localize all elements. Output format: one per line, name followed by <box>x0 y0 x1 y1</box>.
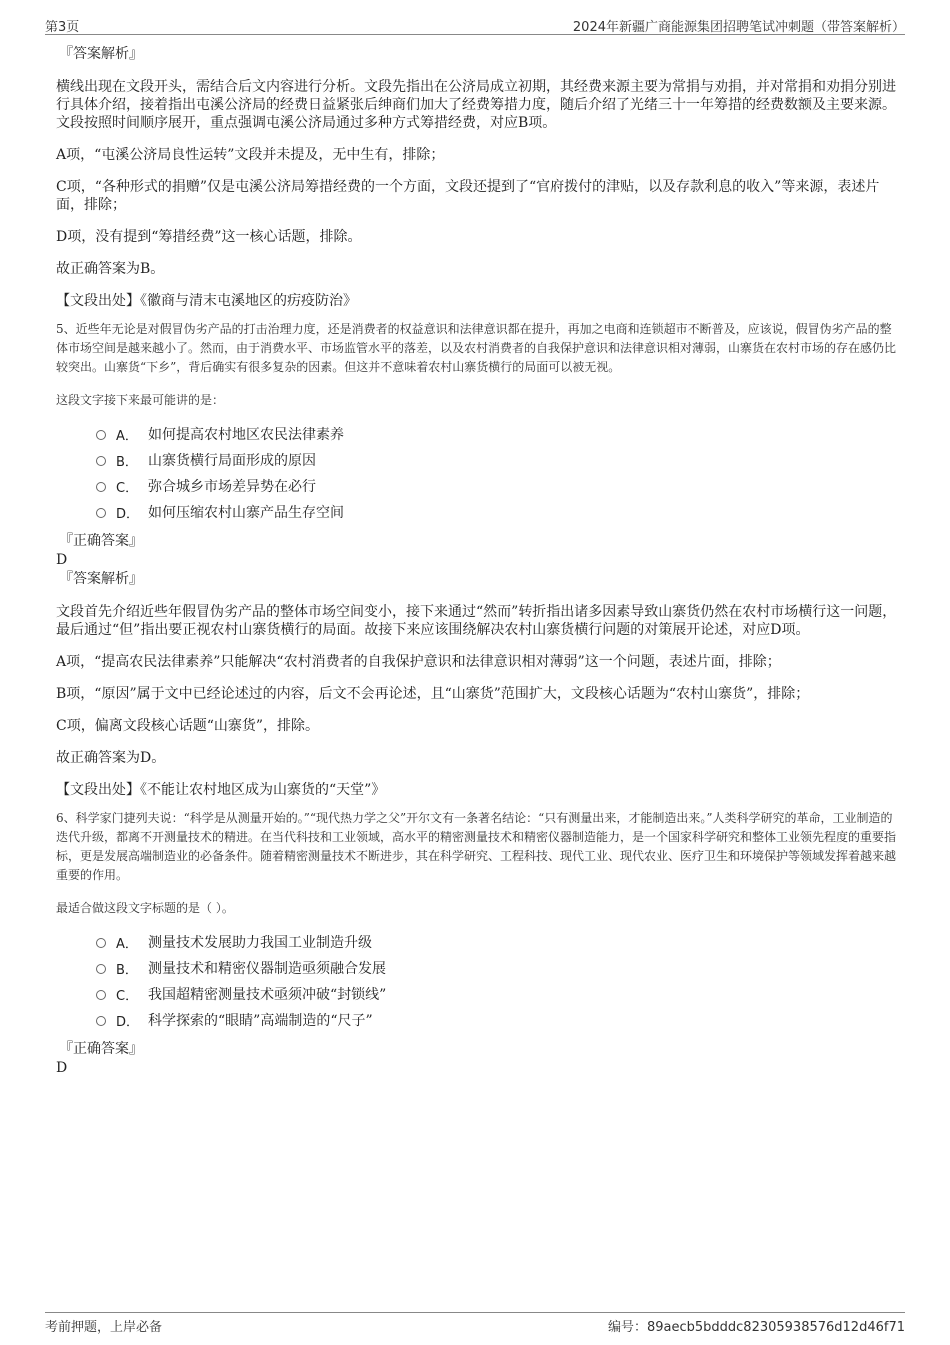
footer-slogan: 考前押题，上岸必备 <box>45 1320 163 1335</box>
page-header <box>45 14 905 35</box>
correct-answer-label: 『正确答案』 <box>59 533 143 549</box>
question-6-text: 6、科学家门捷列夫说：“科学是从测量开始的。”“现代热力学之父”开尔文有一条著名结论：“只有测量出来，才能制造出来。”人类科学研究的革命，工业制造的迭代升级，都离不开测量技术的精进。在当代科技和工业领域，高水平的精密测量技术和精密仪器制造能力，是一个国家科学研究和整体工业领先程度的重要指标，更是发展高端制造业的必备条件。随着精密测量技术不断进步，其在科学研究、工程科技、现代工业、现代农业、医疗卫生和环境保护等领域发挥着越来越重要的作用。 <box>56 811 897 882</box>
question-5-options <box>96 421 902 525</box>
option-text: 测量技术和精密仪器制造亟须融合发展 <box>148 961 386 977</box>
option-d[interactable] <box>96 1007 902 1033</box>
analysis-paragraph: 故正确答案为B。 <box>56 261 165 277</box>
correct-answer: D <box>56 552 68 568</box>
option-text: 我国超精密测量技术亟须冲破“封锁线” <box>148 987 387 1003</box>
analysis-paragraph: A项，“提高农民法律素养”只能解决“农村消费者的自我保护意识和法律意识相对薄弱”这一个问题，表述片面，排除； <box>56 654 781 670</box>
question-5-text: 5、近些年无论是对假冒伪劣产品的打击治理力度，还是消费者的权益意识和法律意识都在提升，再加之电商和连锁超市不断普及，应该说，假冒伪劣产品的整体市场空间是越来越小了。然而，由于消费水平、市场监管水平的落差，以及农村消费者的自我保护意识和法律意识相对薄弱，山寨货在农村市场的存在感仍比较突出。山寨货“下乡”，背后确实有很多复杂的因素。但这并不意味着农村山寨货横行的局面可以被无视。 <box>56 322 897 374</box>
option-d[interactable] <box>96 499 902 525</box>
question-6-options <box>96 929 902 1033</box>
analysis-paragraph: C项，偏离文段核心话题“山寨货”，排除。 <box>56 718 320 734</box>
option-text: 科学探索的“眼睛”高端制造的“尺子” <box>148 1013 373 1029</box>
option-letter: A． <box>116 936 138 952</box>
radio-button-icon[interactable] <box>96 964 106 974</box>
radio-button-icon[interactable] <box>96 456 106 466</box>
radio-button-icon[interactable] <box>96 1016 106 1026</box>
analysis-paragraph: B项，“原因”属于文中已经论述过的内容，后文不会再论述，且“山寨货”范围扩大，文段核心话题为“农村山寨货”，排除； <box>56 686 810 702</box>
option-a[interactable] <box>96 421 902 447</box>
option-letter: C． <box>116 988 139 1004</box>
question-6-prompt: 最适合做这段文字标题的是（ ）。 <box>56 901 234 915</box>
option-letter: A． <box>116 428 138 444</box>
correct-answer: D <box>56 1060 68 1076</box>
radio-button-icon[interactable] <box>96 508 106 518</box>
analysis-label: 『答案解析』 <box>59 46 143 62</box>
option-text: 测量技术发展助力我国工业制造升级 <box>148 935 372 951</box>
option-letter: B． <box>116 454 138 470</box>
option-text: 如何压缩农村山寨产品生存空间 <box>148 505 344 521</box>
question-5-prompt: 这段文字接下来最可能讲的是： <box>56 393 225 407</box>
analysis-paragraph: C项，“各种形式的捐赠”仅是屯溪公济局筹措经费的一个方面，文段还提到了“官府拨付的津贴，以及存款利息的收入”等来源，表述片面，排除； <box>56 179 880 213</box>
document-code: 编号：89aecb5bdddc82305938576d12d46f71 <box>607 1320 905 1335</box>
option-b[interactable] <box>96 955 902 981</box>
page-content <box>56 44 902 1077</box>
source-citation: 【文段出处】《不能让农村地区成为山寨货的“天堂”》 <box>56 782 386 798</box>
document-title: 2024年新疆广商能源集团招聘笔试冲刺题（带答案解析） <box>572 20 905 35</box>
analysis-paragraph: 文段首先介绍近些年假冒伪劣产品的整体市场空间变小，接下来通过“然而”转折指出诸多因素导致山寨货仍然在农村市场横行这一问题，最后通过“但”指出要正视农村山寨货横行的局面。故接下来应该围绕解决农村山寨货横行问题的对策展开论述，对应D项。 <box>56 604 897 638</box>
page-number: 第3页 <box>45 20 80 35</box>
analysis-paragraph: 故正确答案为D。 <box>56 750 166 766</box>
radio-button-icon[interactable] <box>96 430 106 440</box>
analysis-paragraph: A项，“屯溪公济局良性运转”文段并未提及，无中生有，排除； <box>56 147 445 163</box>
analysis-paragraph: D项，没有提到“筹措经费”这一核心话题，排除。 <box>56 229 362 245</box>
option-b[interactable] <box>96 447 902 473</box>
option-letter: D． <box>116 506 140 522</box>
radio-button-icon[interactable] <box>96 990 106 1000</box>
page-footer <box>45 1312 905 1333</box>
option-letter: C． <box>116 480 139 496</box>
option-c[interactable] <box>96 473 902 499</box>
option-letter: B． <box>116 962 138 978</box>
option-letter: D． <box>116 1014 140 1030</box>
source-citation: 【文段出处】《徽商与清末屯溪地区的疠疫防治》 <box>56 293 357 309</box>
option-a[interactable] <box>96 929 902 955</box>
analysis-paragraph: 横线出现在文段开头，需结合后文内容进行分析。文段先指出在公济局成立初期，其经费来源主要为常捐与劝捐，并对常捐和劝捐分别进行具体介绍，接着指出屯溪公济局的经费日益紧张后绅商们加大了经费筹措力度，随后介绍了光绪三十一年筹措的经费数额及主要来源。文段按照时间顺序展开，重点强调屯溪公济局通过多种方式筹措经费，对应B项。 <box>56 79 896 131</box>
radio-button-icon[interactable] <box>96 482 106 492</box>
analysis-label: 『答案解析』 <box>59 571 143 587</box>
radio-button-icon[interactable] <box>96 938 106 948</box>
option-text: 弥合城乡市场差异势在必行 <box>148 479 316 495</box>
correct-answer-label: 『正确答案』 <box>59 1041 143 1057</box>
option-c[interactable] <box>96 981 902 1007</box>
option-text: 如何提高农村地区农民法律素养 <box>148 427 344 443</box>
option-text: 山寨货横行局面形成的原因 <box>148 453 316 469</box>
